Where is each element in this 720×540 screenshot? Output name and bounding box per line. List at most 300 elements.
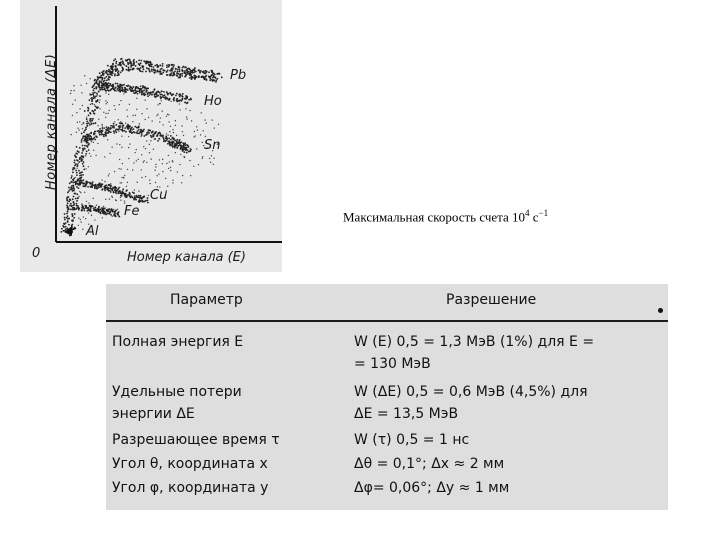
scatter-point [140,67,142,69]
scatter-point [125,122,126,123]
scatter-point [93,207,95,209]
scatter-point [94,104,95,105]
scatter-point [112,66,114,68]
scatter-point [185,108,186,109]
scatter-point [141,91,143,93]
scatter-point [99,108,100,109]
scatter-point [172,182,173,183]
scatter-point [167,186,168,187]
scatter-point [71,175,73,177]
scatter-point [105,135,107,137]
scatter-point [170,135,172,137]
scatter-point [181,125,182,126]
scatter-point [120,121,121,122]
scatter-point [176,139,178,141]
scatter-point [111,127,112,128]
scatter-point [113,132,115,134]
scatter-point [185,66,187,68]
scatter-point [116,61,118,63]
scatter-point [67,221,69,223]
scatter-point [139,199,141,201]
scatter-point [88,136,90,138]
scatter-point [106,209,108,211]
scatter-point [72,179,74,181]
scatter-point [70,177,72,179]
scatter-point [75,183,77,185]
scatter-point [152,66,154,68]
scatter-point [158,174,159,175]
scatter-point [176,143,178,145]
scatter-point [143,129,145,131]
scatter-point [112,211,114,213]
scatter-point [73,217,75,219]
scatter-point [176,101,178,103]
scatter-point [77,128,78,129]
scatter-point [117,83,119,85]
scatter-point [111,72,113,74]
scatter-point [168,155,169,156]
scatter-point [156,135,158,137]
scatter-point [77,184,79,186]
scatter-point [181,73,183,75]
scatter-point [198,76,200,78]
scatter-point [179,109,180,110]
scatter-point [175,125,176,126]
scatter-point [136,61,138,63]
scatter-point [87,110,89,112]
scatter-point [103,70,105,72]
scatter-point [100,89,102,91]
scatter-point [81,203,82,204]
scatter-point [115,65,117,67]
scatter-point [103,88,105,90]
scatter-point [101,133,103,135]
scatter-point [91,183,93,185]
scatter-point [166,133,167,134]
scatter-point [65,226,67,228]
scatter-point [82,150,84,152]
scatter-point [167,99,169,101]
scatter-point [180,141,182,143]
scatter-point [82,159,83,160]
scatter-point [77,122,78,123]
scatter-point [74,166,75,167]
scatter-point [155,71,157,73]
scatter-point [70,90,71,91]
scatter-point [145,71,147,73]
scatter-point [137,159,138,160]
scatter-point [180,148,182,150]
scatter-point [182,142,184,144]
scatter-point [139,197,141,199]
scatter-point [195,71,197,73]
scatter-point [91,214,92,215]
scatter-point [120,168,121,169]
scatter-point [166,116,167,117]
scatter-point [103,135,105,137]
scatter-point [195,135,196,136]
scatter-point [89,124,91,126]
scatter-point [76,159,78,161]
scatter-point [218,124,219,125]
scatter-point [84,147,85,148]
scatter-point [117,85,119,87]
scatter-point [76,193,78,195]
scatter-point [87,126,88,127]
scatter-point [74,159,76,161]
scatter-point [138,201,140,203]
scatter-point [179,164,180,165]
scatter-point [88,99,90,101]
scatter-point [101,71,103,73]
scatter-point [204,77,206,79]
scatter-point [93,88,95,90]
scatter-point [162,65,164,67]
scatter-point [193,68,195,70]
scatter-point [116,131,118,133]
scatter-point [97,187,99,189]
scatter-point [78,225,79,226]
scatter-point [115,87,117,89]
scatter-point [213,164,214,165]
scatter-point [132,86,134,88]
scatter-point [78,217,79,218]
scatter-point [98,119,99,120]
scatter-point [168,114,169,115]
scatter-point [129,143,130,144]
scatter-point [94,131,96,133]
scatter-point [66,198,68,200]
scatter-point [91,120,93,122]
scatter-point [139,90,141,92]
scatter-point [159,92,161,94]
scatter-point [119,159,120,160]
scatter-point [60,231,62,233]
scatter-point [90,132,92,134]
scatter-point [79,158,81,160]
scatter-point [152,91,154,93]
scatter-point [100,82,102,84]
scatter-point [129,125,131,127]
scatter-point [150,62,152,64]
scatter-point [91,100,93,102]
scatter-point [153,136,155,138]
scatter-point [67,202,69,204]
scatter-point [161,94,163,96]
scatter-point [213,73,215,75]
scatter-point [82,135,84,137]
scatter-point [175,120,176,121]
scatter-point [99,72,101,74]
scatter-point [169,98,171,100]
max-count-rate-caption [343,208,548,225]
scatter-point [173,64,175,66]
scatter-point [107,65,109,67]
scatter-point [162,72,164,74]
scatter-point [133,68,135,70]
scatter-point [170,170,171,171]
scatter-point [114,121,115,122]
scatter-point [75,198,77,200]
scatter-point [105,117,106,118]
scatter-point [85,137,87,139]
scatter-point [94,219,95,220]
scatter-point [196,126,197,127]
scatter-point [140,195,142,197]
scatter-point [116,68,118,70]
scatter-point [191,77,193,79]
scatter-point [143,68,145,70]
scatter-point [121,123,123,125]
scatter-point [99,102,100,103]
scatter-point [108,211,109,212]
scatter-point [108,85,110,87]
scatter-point [84,110,86,112]
scatter-point [121,190,123,192]
scatter-point [79,147,81,149]
scatter-point [90,104,91,105]
scatter-point [100,130,102,132]
scatter-point [103,206,104,207]
scatter-point [178,67,180,69]
scatter-point [139,123,140,124]
scatter-point [169,74,171,76]
scatter-point [72,219,74,221]
scatter-point [127,59,129,61]
header-resolution: Разрешение [446,292,537,308]
scatter-point [154,65,156,67]
scatter-point [107,89,108,90]
scatter-point [129,88,131,90]
scatter-point [108,94,109,95]
scatter-point [140,86,142,88]
scatter-point [91,122,93,124]
scatter-point [206,123,207,124]
scatter-point [186,72,188,74]
scatter-point [168,121,169,122]
scatter-point [133,192,135,194]
scatter-point [180,145,182,147]
scatter-point [82,174,84,176]
scatter-point [144,160,145,161]
scatter-point [147,197,149,199]
scatter-point [72,185,74,187]
scatter-point [95,97,96,98]
scatter-point [148,62,150,64]
scatter-point [162,159,163,160]
scatter-point [95,186,96,187]
scatter-point [211,155,212,156]
scatter-point [200,70,202,72]
scatter-point [138,60,140,62]
scatter-point [99,87,101,89]
scatter-point [157,69,159,71]
scatter-point [118,119,119,120]
scatter-point [136,195,138,197]
scatter-point [160,71,162,73]
scatter-point [147,133,148,134]
scatter-point [167,74,169,76]
scatter-point [157,140,159,142]
scatter-point [90,97,92,99]
scatter-point [137,90,139,92]
scatter-point [177,71,179,73]
scatter-point [169,161,170,162]
scatter-point [113,87,114,88]
curve-label-sn: Sn [204,138,221,153]
scatter-point [85,186,86,187]
scatter-point [116,193,117,194]
scatter-point [187,102,189,104]
scatter-point [201,76,203,78]
scatter-point [190,98,192,100]
curve-label-al: Al [86,224,99,239]
row3-param: Разрешающее время τ [112,432,280,448]
scatter-point [72,169,74,171]
scatter-point [69,198,71,200]
scatter-point [112,125,114,127]
scatter-point [131,127,133,129]
scatter-point [90,78,91,79]
scatter-point [87,138,89,140]
scatter-point [162,163,163,164]
scatter-point [136,68,138,70]
scatter-point [81,171,83,173]
scatter-point [121,193,123,195]
scatter-point [126,91,127,92]
scatter-point [215,79,217,81]
scatter-point [160,117,161,118]
scatter-point [170,167,171,168]
scatter-point [81,124,82,125]
scatter-point [193,72,195,74]
scatter-point [117,209,118,210]
scatter-point [110,131,112,133]
scatter-point [104,79,106,81]
scatter-point [116,200,117,201]
scatter-point [128,136,129,137]
scatter-point [166,163,167,164]
scatter-point [108,74,110,76]
scatter-point [67,211,69,213]
scatter-point [99,128,101,130]
scatter-point [154,94,156,96]
scatter-point [139,131,141,133]
scatter-point [186,116,187,117]
scatter-point [157,114,158,115]
scatter-point [124,175,125,176]
scatter-point [88,149,90,151]
scatter-point [186,147,188,149]
scatter-point [173,132,174,133]
scatter-point [73,203,75,205]
scatter-point [128,70,130,72]
scatter-point [100,186,102,188]
scatter-point [104,156,105,157]
scatter-point [189,110,190,111]
scatter-point [166,66,168,68]
scatter-point [105,185,107,187]
scatter-point [140,136,141,137]
scatter-point [152,134,154,136]
scatter-point [112,197,113,198]
scatter-point [119,64,121,66]
scatter-point [167,143,169,145]
scatter-point [149,179,150,180]
scatter-point [94,139,96,141]
scatter-point [128,67,130,69]
scatter-point [174,140,176,142]
scatter-point [99,82,101,84]
scatter-point [155,164,156,165]
scatter-point [125,190,127,192]
scatter-point [129,104,130,105]
scatter-point [72,208,73,209]
scatter-point [160,98,162,100]
scatter-point [156,91,158,93]
scatter-point [188,146,190,148]
scatter-point [86,121,88,123]
scatter-point [195,75,197,77]
scatter-point [116,143,117,144]
scatter-point [166,71,168,73]
caption-unit: с [529,209,539,225]
scatter-point [95,86,97,88]
scatter-point [202,158,203,159]
scatter-point [198,164,199,165]
scatter-point [159,103,160,104]
scatter-point [190,175,191,176]
scatter-point [103,134,105,136]
scatter-point [138,190,139,191]
scatter-point [127,89,128,90]
scatter-point [152,130,154,132]
scatter-point [93,132,95,134]
scatter-point [147,95,149,97]
scatter-point [149,65,151,67]
scatter-point [94,209,96,211]
scatter-point [179,76,181,78]
scatter-point [83,168,85,170]
scatter-point [92,90,94,92]
scatter-point [83,131,85,133]
scatter-point [116,74,118,76]
scatter-point [86,141,88,143]
scatter-point [171,64,173,66]
scatter-point [85,168,86,169]
scatter-point [119,85,121,87]
scatter-point [181,95,183,97]
scatter-point [119,187,120,188]
scatter-point [77,150,79,152]
scatter-point [62,230,64,232]
scatter-point [139,88,141,90]
scatter-point [127,182,128,183]
scatter-point [190,74,192,76]
scatter-point [101,179,102,180]
scatter-point [126,196,128,198]
scatter-point [98,132,100,134]
scatter-point [217,78,219,80]
scatter-point [108,71,110,73]
scatter-point [140,60,142,62]
scatter-point [117,129,119,131]
scatter-point [101,132,103,134]
scatter-point [79,175,81,177]
scatter-point [177,69,179,71]
scatter-point [120,199,121,200]
scatter-point [110,191,112,193]
